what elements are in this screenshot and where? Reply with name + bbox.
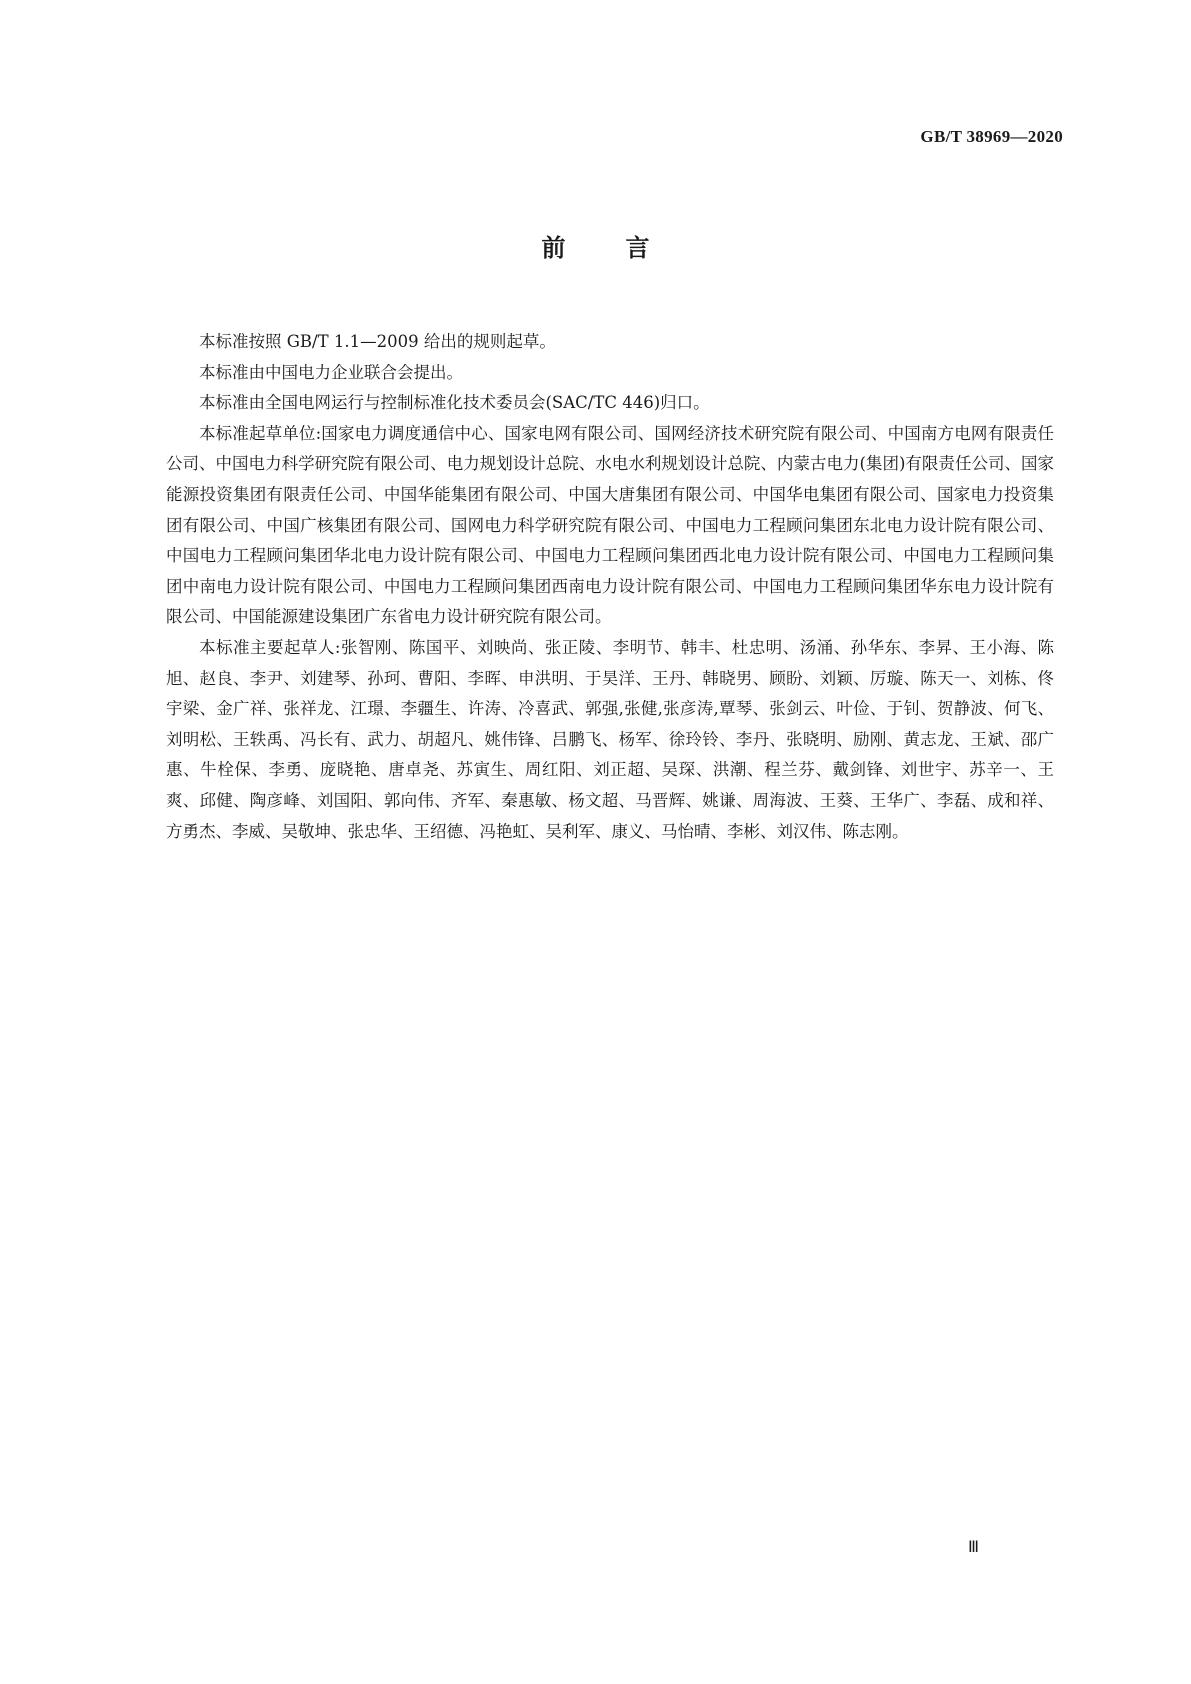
paragraph-drafting-organizations: 本标准起草单位:国家电力调度通信中心、国家电网有限公司、国网经济技术研究院有限公司、中国南方电网有限责任公司、中国电力科学研究院有限公司、电力规划设计总院、水电水利规划设计总院、内蒙古电力(集团)有限责任公司、国家能源投资集团有限责任公司、中国华能集团有限公司、中国大唐集团有限公司、中国华电集团有限公司、国家电力投资集团有限公司、中国广核集团有限公司、国网电力科学研究院有限公司、中国电力工程顾问集团东北电力设计院有限公司、中国电力工程顾问集团华北电力设计院有限公司、中国电力工程顾问集团西北电力设计院有限公司、中国电力工程顾问集团中南电力设计院有限公司、中国电力工程顾问集团西南电力设计院有限公司、中国电力工程顾问集团华东电力设计院有限公司、中国能源建设集团广东省电力设计研究院有限公司。 <box>166 423 1054 627</box>
paragraph-centralized-by: 本标准由全国电网运行与控制标准化技术委员会(SAC/TC 446)归口。 <box>199 393 710 413</box>
paragraph-drafting-rules: 本标准按照 GB/T 1.1—2009 给出的规则起草。 <box>199 332 556 351</box>
preface-body <box>166 327 1054 847</box>
standard-code: GB/T 38969—2020 <box>920 127 1063 146</box>
title-char-1: 前 <box>541 234 566 262</box>
page-title <box>0 228 1191 263</box>
page-number: Ⅲ <box>967 1539 979 1556</box>
title-char-2: 言 <box>625 234 650 262</box>
paragraph-main-drafters: 本标准主要起草人:张智刚、陈国平、刘映尚、张正陵、李明节、韩丰、杜忠明、汤涌、孙华东、李昇、王小海、陈旭、赵良、李尹、刘建琴、孙珂、曹阳、李晖、申洪明、于昊洋、王丹、韩晓男、顾盼、刘颖、厉璇、陈天一、刘栋、佟宇梁、金广祥、张祥龙、江璟、李疆生、许涛、冷喜武、郭强,张健,张彦涛,覃琴、张剑云、叶俭、于钊、贺静波、何飞、刘明松、王轶禹、冯长有、武力、胡超凡、姚伟锋、吕鹏飞、杨军、徐玲铃、李丹、张晓明、励刚、黄志龙、王斌、邵广惠、牛栓保、李勇、庞晓艳、唐卓尧、苏寅生、周红阳、刘正超、吴琛、洪潮、程兰芬、戴剑锋、刘世宇、苏辛一、王爽、邱健、陶彦峰、刘国阳、郭向伟、齐军、秦惠敏、杨文超、马晋辉、姚谦、周海波、王葵、王华广、李磊、成和祥、方勇杰、李威、吴敬坤、张忠华、王绍德、冯艳虹、吴利军、康义、马怡晴、李彬、刘汉伟、陈志刚。 <box>166 637 1054 841</box>
paragraph-proposer: 本标准由中国电力企业联合会提出。 <box>199 362 463 382</box>
